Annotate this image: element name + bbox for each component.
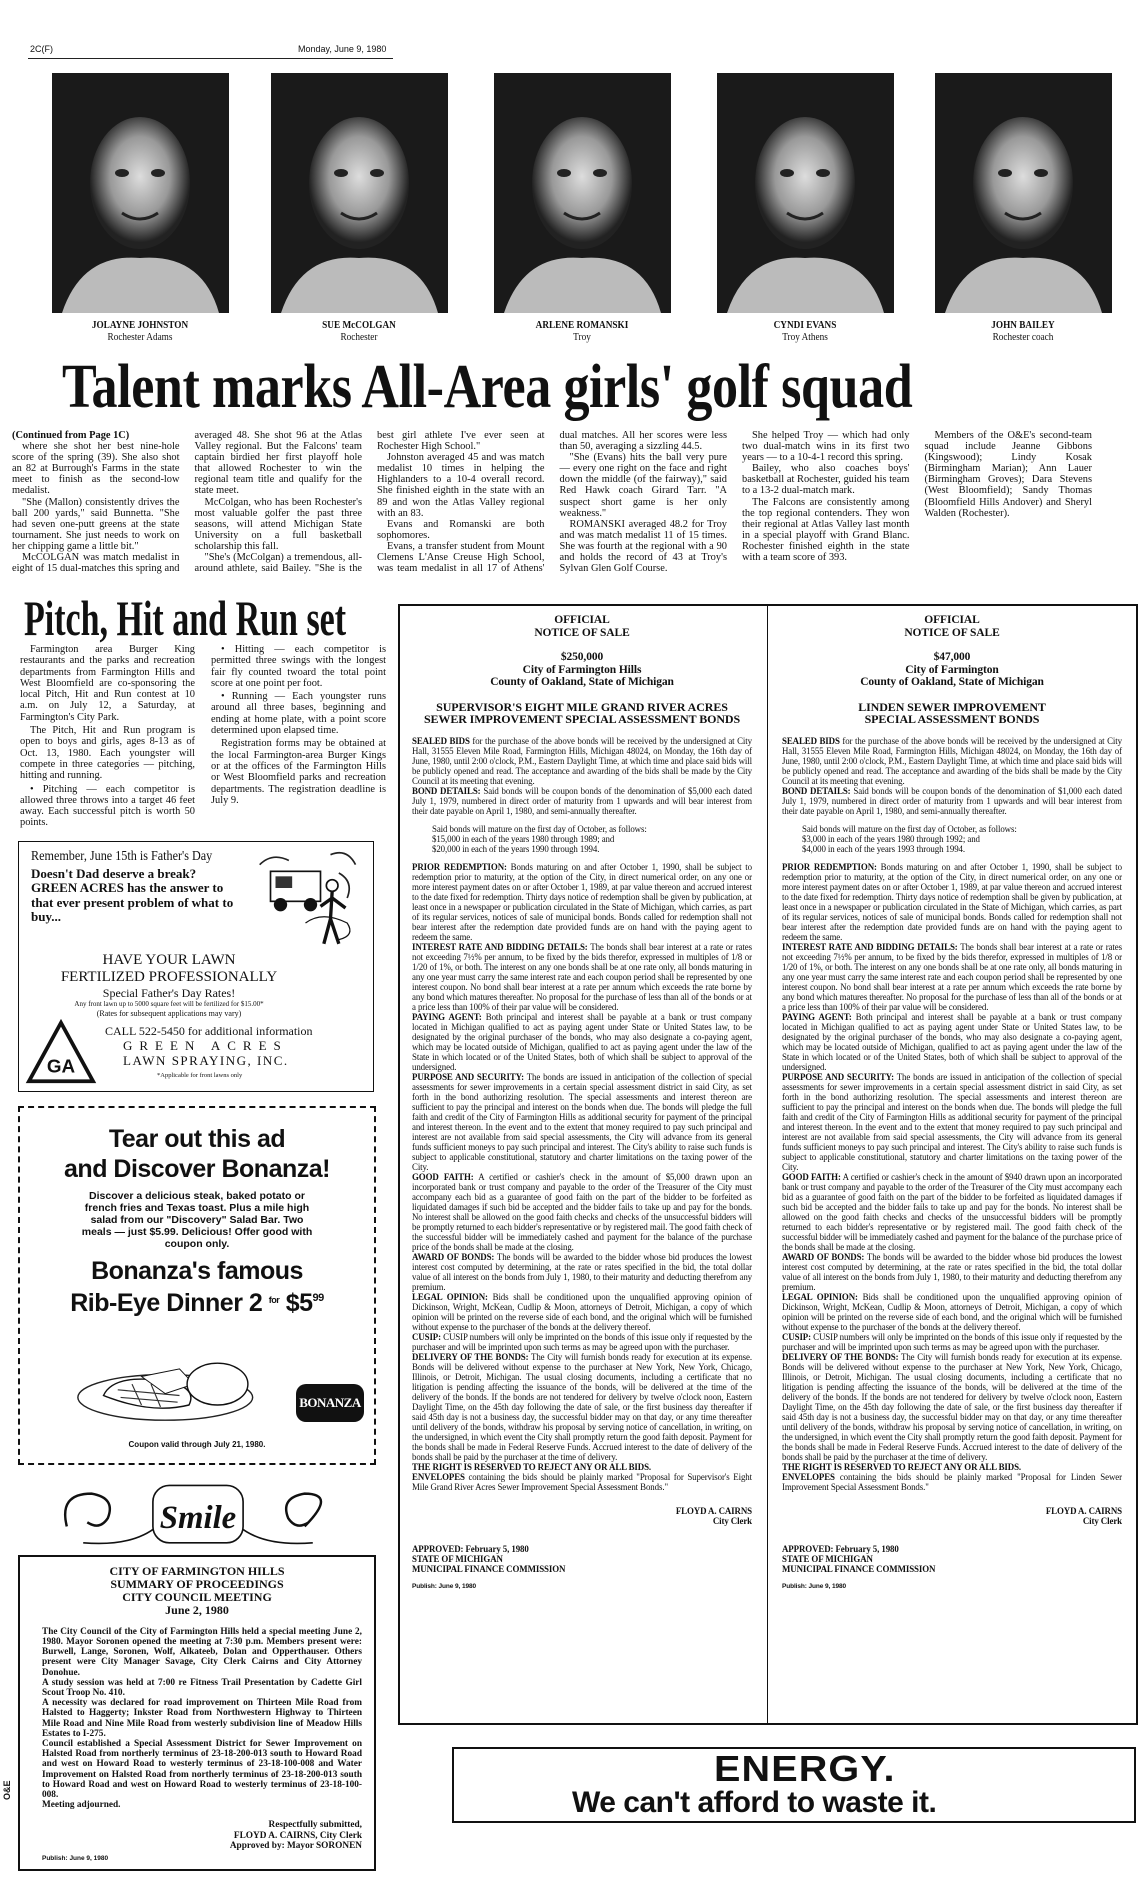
- notice-section: [412, 1012, 752, 1072]
- article-paragraph: "She's (McColgan) a tremendous, all-around athlete, said Bailey. "She is the best girl athlete I've ever seen at Rochester High School.": [194, 430, 545, 575]
- section-lead: PAYING AGENT:: [412, 1011, 482, 1022]
- notice-section: [412, 1352, 752, 1462]
- ad-company-1: GREEN ACRES: [123, 1037, 288, 1053]
- section-text: A certified or cashier's check in the amount of $5,000 drawn upon an incorporated bank or trust company and payable to the order of the Treasurer of the City must accompany each bid as a guarantee of good faith on the part of the bidder to be forfeited as liquidated damages if such bid be accepted and the bidder fails to take up and pay for the bonds. No interest shall be allowed on the good faith checks and checks of the unsuccessful bidders will be promptly returned to each bidder's representative or by registered mail. The good faith check of the successful bidder will be immediately cashed and payment for the balance of the purchase price of the bonds shall be made at the closing.: [412, 1171, 752, 1252]
- council-sign-3: Approved by: Mayor SORONEN: [229, 1840, 362, 1851]
- section-text: The bonds will be awarded to the bidder whose bid produces the lowest interest cost computed by determining, at the rate or rates specified in the bid, the total dollar value of all interest on the bonds from July 1, 1980, to their maturity and deducting therefrom any premium.: [782, 1251, 1122, 1292]
- notice-section: [782, 1292, 1122, 1332]
- ad-top-row: [19, 848, 373, 948]
- energy-tagline: We can't afford to waste it.: [572, 1786, 937, 1819]
- section-text: The bonds are issued in anticipation of the collection of special assessments for sewer improvements in a certain special assessment district in said City, as set forth in the bond authorizing resolution. The special assessments and interest thereon are sufficient to pay the principal and interest on the bonds when due. The bonds will pledge the full faith and credit of the City of Farmington Hills as additional security for payment of the principal and interest thereon. In the event and to the extent that money required to pay such principal and interest are not available from said special assessments, the City will advance from its general funds sufficient moneys to pay such principal and interest. The City's ability to raise such funds is subject to applicable constitutional, statutory and charter limitations on the taxing power of the City.: [412, 1071, 752, 1172]
- notice-publish: Publish: June 9, 1980: [412, 1582, 477, 1590]
- notice-city: City of Farmington Hills: [522, 663, 642, 676]
- article-paragraph: Bailey, who also coaches boys' basketball at Rochester, guided his team to a 13-2 dual-match mark.: [742, 463, 910, 497]
- council-title-1: CITY OF FARMINGTON HILLS: [109, 1563, 285, 1578]
- article-paragraph: • Pitching — each competitor is allowed three throws into a target 46 feet away. Each successful pitch is worth 50 points.: [20, 783, 195, 829]
- golf-article: [12, 430, 1092, 574]
- caption-name: JOHN BAILEY: [991, 320, 1055, 331]
- section-text: Said bonds will be coupon bonds of the denomination of $1,000 each dated July 1, 1979, numbered in direct order of maturity from 1 upwards and will bear interest from their date payable on April 1, 1980, and semi-annually thereafter.: [782, 785, 1123, 816]
- notice-section: [412, 1252, 752, 1292]
- section-text: The bonds shall bear interest at a rate or rates not exceeding 7½% per annum, to be fixed by the bids therefor, expressed in multiples of 1/8 or 1/20 of 1%, or both. The interest on any one bonds shall be at one rate only, all bonds maturing in any one year must carry the same interest rate and each coupon period shall be represented by one interest coupon. No bond shall bear interest at a rate per annum which exceeds the rate borne by any bond which matures thereafter. No proposal for the purchase of less than all of the bonds or at a price less than 100% of their par value will be considered.: [412, 941, 752, 1012]
- photo-caption: [52, 320, 228, 344]
- ga-logo-text: GA: [46, 1055, 76, 1077]
- article-paragraph: The Pitch, Hit and Run program is open to boys and girls, ages 8-13 as of Oct. 13, 1980. Each youngster will compete in three categories — pitching, hitting and running.: [20, 725, 195, 782]
- article-paragraph: Registration forms may be obtained at the local Farmington-area Burger Kings or at the offices of the Farmington Hills or West Bloomfield parks and recreation departments. The registration deadline is July 9.: [211, 738, 386, 806]
- left-column: [18, 590, 386, 1871]
- bonanza-coupon-ad[interactable]: [18, 1106, 376, 1465]
- ad-company-2: LAWN SPRAYING, INC.: [123, 1052, 289, 1068]
- green-acres-ad: [18, 841, 374, 1092]
- notice-section: [412, 1472, 752, 1492]
- maturity-schedule: [802, 824, 1122, 854]
- notice-section: [782, 862, 1122, 942]
- continued-line: (Continued from Page 1C): [12, 430, 130, 441]
- caption-school: Rochester Adams: [107, 332, 173, 343]
- section-lead: ENVELOPES: [782, 1471, 835, 1482]
- article-paragraph: Members of the O&E's second-team squad include Jeanne Gibbons (Kingswood); Lindy Kosak (Birmingham Marian); Ann Lauer (Birmingham Groves); Dara Stevens (West Bloomfield); Sandy Thomas (Bloomfield Hills Andover) and Sheryl Walden (Rochester).: [924, 430, 1092, 519]
- section-text: Bids shall be conditioned upon the unqualified approving opinion of Dickinson, Wright, McKean, Cudlip & Moon, attorneys of Detroit, Michigan, a copy of which opinion will be printed on the reverse side of each bond, and the original which will be furnished without expense to the purchaser of the bonds at the delivery thereof.: [782, 1291, 1123, 1332]
- portrait-photo: [52, 73, 229, 313]
- council-summary-notice: [18, 1555, 376, 1871]
- notice-section: [412, 786, 752, 816]
- smile-graphic: [18, 1469, 378, 1551]
- page-header: [28, 44, 393, 59]
- section-lead: DELIVERY OF THE BONDS:: [782, 1351, 899, 1362]
- article-paragraph: ROMANSKI averaged 48.2 for Troy and was match medalist 11 of 15 times. She was fourth at the regional with a 90 and holds the record of 43 at Troy's Sylvan Glen Golf Course.: [559, 518, 727, 575]
- bond-title-2: SPECIAL ASSESSMENT BONDS: [864, 712, 1040, 726]
- section-lead: THE RIGHT IS RESERVED TO REJECT ANY OR ALL BIDS.: [412, 1461, 652, 1472]
- notice-section: [412, 862, 752, 942]
- article-paragraph: McCOLGAN was match medalist in eight of 15 dual-matches this spring and averaged 48. She shot 96 at the Atlas Valley regional. But the Falcons' team captain birdied her first playoff hole that allowed Rochester to win the regional team title and qualify for the state meet.: [12, 430, 362, 575]
- section-lead: DELIVERY OF THE BONDS:: [412, 1351, 529, 1362]
- approval-line: MUNICIPAL FINANCE COMMISSION: [782, 1563, 936, 1574]
- article-paragraph: Evans and Romanski are both sophomores.: [377, 518, 545, 541]
- truck-and-man-illustration: [245, 848, 371, 948]
- approval-block: [782, 1544, 1122, 1574]
- bonanza-body: Discover a delicious steak, baked potato or french fries and Texas toast. Plus a mile high salad from our "Discovery" Salad Bar. Two meals — just $5.99. Delicious! Offer good with coupon only.: [81, 1189, 313, 1250]
- section-lead: PAYING AGENT:: [782, 1011, 852, 1022]
- section-lead: INTEREST RATE AND BIDDING DETAILS:: [412, 941, 588, 952]
- ad-headline-1: HAVE YOUR LAWN: [102, 951, 236, 968]
- photo-caption: [717, 320, 893, 344]
- maturity-line: $20,000 in each of the years 1990 through 1994.: [432, 843, 600, 854]
- maturity-line: $3,000 in each of the years 1980 through 1992; and: [802, 833, 980, 844]
- bond-title-2: SEWER IMPROVEMENT SPECIAL ASSESSMENT BONDS: [423, 712, 741, 726]
- bonanza-offer-line: [20, 1285, 374, 1317]
- section-lead: PRIOR REDEMPTION:: [782, 861, 877, 872]
- portrait-photo: [494, 73, 671, 313]
- section-text: Bonds maturing on and after October 1, 1990, shall be subject to redemption prior to maturity, at the option of the City, in direct numerical order, on any one or more interest payment dates on or after October 1, 1989, at par value thereon and accrued interest to the date fixed for redemption. Thirty days notice of redemption shall be given by publication, at least once in a newspaper or publication circulated in the State of Michigan, which carries, as part of its regular services, notices of sale of municipal bonds. Bonds called for redemption shall not bear interest after the redemption date provided funds are on hand with the paying agent to redeem the same.: [412, 861, 752, 942]
- article-paragraph: Farmington area Burger King restaurants and the parks and recreation departments from Farmington Hills and West Bloomfield are co-sponsoring the local Pitch, Hit and Run contest at 10 a.m. on July 12, a Saturday, at Farmington's City Park.: [20, 644, 195, 723]
- notice-title-2: NOTICE OF SALE: [904, 626, 1000, 639]
- council-paragraph: The City Council of the City of Farmington Hills held a special meeting June 2, 1980. Mayor Soronen opened the meeting at 7:30 p.m. Members present were: Burwell, Lange, Soronen, Wolf, Alkateeb, Dolan and Opperthauser. Others present were City Manager Savage, City Clerk Cairns and City Attorney Donohue.: [42, 1626, 362, 1678]
- maturity-line: $4,000 in each of the years 1993 through 1994.: [802, 843, 966, 854]
- section-lead: AWARD OF BONDS:: [412, 1251, 495, 1262]
- section-text: Both principal and interest shall be payable at a bank or trust company located in Michigan qualified to act as paying agent under State or United States law, to be designated by the original purchaser of the bonds, who may also designate a co-paying agent, which may be located outside of Michigan, qualified to act as paying agent under the law of the State in which located or of the United States, both of which shall be subject to approval of the undersigned.: [412, 1011, 752, 1072]
- maturity-schedule: [432, 824, 752, 854]
- notice-of-sale-farmington: [782, 614, 1122, 1592]
- ad-rates-note: (Rates for subsequent applications may vary): [96, 1008, 242, 1018]
- notices-of-sale: [398, 604, 1138, 1725]
- ad-headline-2: FERTILIZED PROFESSIONALLY: [60, 968, 278, 985]
- article-paragraph: "She (Mallon) consistently drives the ball 200 yards," said Bunnetta. "She had seven one-putt greens at the state tournament. She just needs to work on her chipping game a little bit.": [12, 496, 180, 552]
- notice-county: County of Oakland, State of Michigan: [490, 676, 674, 688]
- ad-call: CALL 522-5450 for additional information: [105, 1023, 313, 1038]
- section-text: The bonds are issued in anticipation of the collection of special assessments for sewer improvements in a certain special assessment district in said City, as set forth in the bond authorizing resolution. The special assessments and interest thereon are sufficient to pay the principal and interest on the bonds when due. The bonds will pledge the full faith and credit of the City of Farmington Hills as additional security for payment of the principal and interest thereon. In the event and to the extent that money required to pay such principal and interest are not available from said special assessments, the City will advance from its general funds sufficient moneys to pay such principal and interest. The City's ability to raise such funds is subject to applicable constitutional, statutory and charter limitations on the taxing power of the City.: [782, 1071, 1122, 1172]
- clerk-title: City Clerk: [1082, 1515, 1122, 1526]
- notice-section: [782, 942, 1122, 1012]
- notice-section: [782, 736, 1122, 786]
- caption-name: JOLAYNE JOHNSTON: [91, 320, 189, 331]
- council-sign-2: FLOYD A. CAIRNS, City Clerk: [233, 1830, 362, 1841]
- article-paragraph: Johnston averaged 45 and was match medalist 10 times in helping the Highlanders to a 10-4 overall record. She finished eighth in the state with an 89 and won the Atlas Valley regional with an 83.: [377, 452, 545, 519]
- notice-publish: Publish: June 9, 1980: [782, 1582, 847, 1590]
- section-text: The City will furnish bonds ready for execution at its expense. Bonds will be delivered without expense to the purchaser at New York, New York, Chicago, Illinois, or Detroit, Michigan. The usual closing documents, including a certificate that no litigation is pending affecting the issuance of the bonds, will be delivered at the time of the delivery of the bonds. If the bonds are not tendered for delivery by twelve o'clock noon, Eastern Daylight Time, on the 45th day following the date of sale, or the first business day thereafter if said 45th day is not a business day, the successful bidder may on that day, or any time thereafter until delivery of the bonds, withdraw his proposal by serving notice of cancellation, in writing, on the undersigned, in which event the City shall promptly return the good faith deposit. Payment for the bonds shall be made in Federal Reserve Funds. Accrued interest to the date of delivery of the bonds shall be paid by the purchaser at the time of delivery.: [412, 1351, 752, 1462]
- notice-section: [412, 942, 752, 1012]
- section-lead: SEALED BIDS: [782, 735, 840, 746]
- issue-date: Monday, June 9, 1980: [298, 44, 387, 54]
- smile-text: Smile: [159, 1499, 237, 1536]
- section-lead: SEALED BIDS: [412, 735, 470, 746]
- notice-sections: [782, 862, 1122, 1492]
- article-paragraph: McColgan, who has been Rochester's most valuable golfer the past three seasons, will attend Michigan State University on a full basketball scholarship this fall.: [194, 496, 362, 552]
- section-text: A certified or cashier's check in the amount of $940 drawn upon an incorporated bank or trust company and payable to the order of the Treasurer of the City must accompany each bid as a guarantee of good faith on the part of the bidder to be forfeited as liquidated damages if such bid be accepted and the bidder fails to take up and pay for the bonds. No interest shall be allowed on the good faith checks and checks of the unsuccessful bidders will be promptly returned to each bidder's representative or by registered mail. The good faith check of the successful bidder will be immediately cashed and payment for the balance of the purchase price of the bonds shall be made at the closing.: [782, 1171, 1123, 1252]
- notice-section: [782, 1012, 1122, 1072]
- section-text: Both principal and interest shall be payable at a bank or trust company located in Michigan qualified to act as paying agent under State or United States law, to be designated by the original purchaser of the bonds, who may also designate a co-paying agent, which may be located outside of Michigan, qualified to act as paying agent under the law of the State in which located or of the United States, both of which shall be subject to approval of the undersigned.: [782, 1011, 1122, 1072]
- notice-title-1: OFFICIAL: [924, 614, 980, 626]
- caption-school: Troy Athens: [782, 332, 828, 343]
- section-text: The bonds shall bear interest at a rate or rates not exceeding 7½% per annum, to be fixed by the bids therefor, expressed in multiples of 1/8 or 1/20 of 1%, or both. The interest on any one bonds shall be at one rate only, all bonds maturing in any one year must carry the same interest rate and each coupon period shall be represented by one interest coupon. No bond shall bear interest at a rate per annum which exceeds the rate borne by any bond which matures thereafter. No proposal for the purchase of less than all of the bonds or at a price less than 100% of their par value will be considered.: [782, 941, 1122, 1012]
- article-paragraph: • Running — Each youngster runs around all three bases, beginning and ending at home plate, with a point score determined upon elapsed time.: [211, 691, 386, 737]
- notice-section: [412, 1172, 752, 1252]
- maturity-intro: Said bonds will mature on the first day of October, as follows:: [432, 823, 647, 834]
- ad-reminder: Remember, June 15th is Father's Day: [31, 847, 213, 863]
- section-text: for the purchase of the above bonds will be received by the undersigned at City Hall, 31555 Eleven Mile Road, Farmington Hills, Michigan 48024, on Monday, the 16th day of June, 1980, until 2:00 o'clock, P.M., Eastern Daylight Time, at which time and place said bids will be publicly opened and read. The acceptance and awarding of the bids shall be made by the City Council at its meeting that evening.: [412, 735, 752, 786]
- ad-bottom-row: [19, 1019, 373, 1085]
- section-lead: BOND DETAILS:: [782, 785, 851, 796]
- bonanza-logo: BONANZA: [296, 1384, 364, 1422]
- golf-headline: Talent marks All-Area girls' golf squad: [62, 353, 913, 421]
- ad-intro: Doesn't Dad deserve a break? GREEN ACRES has the answer to that ever present problem of what to buy...: [31, 865, 234, 925]
- section-lead: LEGAL OPINION:: [412, 1291, 488, 1302]
- bonanza-headline-2: and Discover Bonanza!: [64, 1154, 330, 1183]
- notice-intro-sections: [782, 736, 1122, 816]
- ad-footnote: *Applicable for front lawns only: [157, 1071, 243, 1079]
- bond-title-1: SUPERVISOR'S EIGHT MILE GRAND RIVER ACRES: [436, 699, 728, 714]
- notice-title-2: NOTICE OF SALE: [534, 626, 630, 639]
- page-number: 2C(F): [30, 44, 53, 54]
- section-text: containing the bids should be plainly marked "Proposal for Linden Sewer Improvement Special Assessment Bonds.": [782, 1471, 1122, 1492]
- notice-sections: [412, 862, 752, 1492]
- article-paragraph: Evans, a transfer student from Mount Clemens L'Anse Creuse High School, was team medalist in all 17 of Athens' dual matches. All her scores were less than 50, averaging a sizzling 44.5.: [377, 430, 727, 575]
- section-lead: PRIOR REDEMPTION:: [412, 861, 507, 872]
- section-lead: INTEREST RATE AND BIDDING DETAILS:: [782, 941, 958, 952]
- caption-school: Troy: [573, 332, 591, 343]
- approval-line: APPROVED: February 5, 1980: [782, 1543, 899, 1554]
- notice-title-1: OFFICIAL: [554, 614, 610, 626]
- notice-section: [782, 786, 1122, 816]
- section-lead: PURPOSE AND SECURITY:: [412, 1071, 524, 1082]
- section-lead: BOND DETAILS:: [412, 785, 481, 796]
- photo-caption: [494, 320, 670, 344]
- bonanza-price-cents: 99: [312, 1291, 324, 1304]
- section-text: Said bonds will be coupon bonds of the denomination of $5,000 each dated July 1, 1979, numbered in direct order of maturity from 1 upwards and will bear interest from their date payable on April 1, 1980, and semi-annually thereafter.: [412, 785, 753, 816]
- clerk-name: FLOYD A. CAIRNS: [1045, 1505, 1122, 1516]
- ad-offer: Any front lawn up to 5000 square feet will be fertilized for $15.00*: [74, 999, 264, 1008]
- notice-section: [782, 1472, 1122, 1492]
- notice-intro-sections: [412, 736, 752, 816]
- article-paragraph: She helped Troy — which had only two dual-match wins in its first two years — to a 10-4-1 record this spring.: [742, 430, 910, 464]
- council-paragraph: Meeting adjourned.: [42, 1800, 121, 1811]
- ad-special: Special Father's Day Rates!: [102, 985, 236, 1000]
- caption-school: Rochester: [340, 332, 378, 343]
- ad-contact-block: [105, 1024, 313, 1080]
- caption-name: ARLENE ROMANSKI: [535, 320, 629, 331]
- clerk-signature: [412, 1506, 752, 1526]
- council-title-3: CITY COUNCIL MEETING: [122, 1589, 272, 1604]
- clerk-title: City Clerk: [712, 1515, 752, 1526]
- bonanza-valid: Coupon valid through July 21, 1980.: [128, 1439, 266, 1449]
- pitch-article: [20, 644, 386, 829]
- section-text: The bonds will be awarded to the bidder whose bid produces the lowest interest cost computed by determining, at the rate or rates specified in the bid, the total dollar value of all interest on the bonds from July 1, 1980, to their maturity and deducting therefrom any premium.: [412, 1251, 752, 1292]
- notice-section: [782, 1462, 1122, 1472]
- section-lead: THE RIGHT IS RESERVED TO REJECT ANY OR ALL BIDS.: [782, 1461, 1022, 1472]
- council-publish: Publish: June 9, 1980: [42, 1855, 109, 1863]
- caption-school: Rochester coach: [992, 332, 1054, 343]
- notice-section: [412, 1292, 752, 1332]
- photo-caption: [935, 320, 1111, 344]
- section-text: containing the bids should be plainly marked "Proposal for Supervisor's Eight Mile Grand River Acres Sewer Improvement Special Assessment Bonds.": [412, 1471, 752, 1492]
- approval-line: APPROVED: February 5, 1980: [412, 1543, 529, 1554]
- portrait-photo: [935, 73, 1112, 313]
- notice-section: [782, 1252, 1122, 1292]
- ga-logo: [23, 1019, 99, 1085]
- section-text: Bids shall be conditioned upon the unqualified approving opinion of Dickinson, Wright, McKean, Cudlip & Moon, attorneys of Detroit, Michigan, a copy of which opinion will be printed on the reverse side of each bond, and the original which will be furnished without expense to the purchaser of the bonds at the delivery thereof.: [412, 1291, 753, 1332]
- section-text: CUSIP numbers will only be imprinted on the bonds of this issue only if requested by the purchaser and will be imprinted upon such terms as may be agreed upon with the purchaser.: [782, 1331, 1122, 1352]
- council-paragraph: A study session was held at 7:00 re Fitness Trail Presentation by Cadette Girl Scout Troop No. 410.: [42, 1677, 362, 1698]
- approval-block: [412, 1544, 752, 1574]
- clerk-signature: [782, 1506, 1122, 1526]
- steak-dinner-illustration: [70, 1348, 270, 1424]
- caption-name: SUE McCOLGAN: [322, 320, 396, 331]
- portrait-photo: [271, 73, 448, 313]
- council-paragraph: Council established a Special Assessment District for Sewer Improvement on Halsted Road from northerly terminus of 23-18-200-013 south to Howard Road and west on Howard Road to westerly terminus of 23-18-100-008 and Water Improvement on Halsted Road from northerly terminus of 23-18-200-013 south to Howard Road and west on Howard Road to westerly terminus of 23-18-100-008.: [42, 1738, 362, 1800]
- bonanza-headline-1: Tear out this ad: [108, 1124, 286, 1153]
- notice-section: [412, 1462, 752, 1472]
- bonanza-offer-2: Rib-Eye Dinner 2: [70, 1288, 263, 1317]
- notice-section: [412, 1332, 752, 1352]
- approval-line: MUNICIPAL FINANCE COMMISSION: [412, 1563, 566, 1574]
- notice-section: [782, 1172, 1122, 1252]
- notice-divider: [767, 606, 768, 1723]
- section-text: for the purchase of the above bonds will be received by the undersigned at City Hall, 31555 Eleven Mile Road, Farmington Hills, Michigan 48024, on Monday, the 16th day of June, 1980, until 2:00 o'clock, P.M., Eastern Daylight Time, at which time and place said bids will be publicly opened and read. The acceptance and awarding of the bids shall be made by the City Council at its meeting that evening.: [782, 735, 1122, 786]
- section-lead: GOOD FAITH:: [412, 1171, 474, 1182]
- margin-mark: O&E: [2, 1780, 12, 1800]
- section-lead: CUSIP:: [782, 1331, 811, 1342]
- energy-headline: ENERGY.: [714, 1748, 896, 1789]
- section-lead: AWARD OF BONDS:: [782, 1251, 865, 1262]
- notice-of-sale-farmington-hills: [412, 614, 752, 1592]
- section-text: The City will furnish bonds ready for execution at its expense. Bonds will be delivered without expense to the purchaser at New York, New York, Chicago, Illinois, or Detroit, Michigan. The usual closing documents, including a certificate that no litigation is pending affecting the issuance of the bonds, will be delivered at the time of the delivery of the bonds. If the bonds are not tendered for delivery by twelve o'clock noon, Eastern Daylight Time, on the 45th day following the date of sale, or the first business day thereafter if said 45th day is not a business day, the successful bidder may on that day, or any time thereafter until delivery of the bonds, withdraw his proposal by serving notice of cancellation, in writing, on the undersigned, in which event the City shall promptly return the good faith deposit. Payment for the bonds shall be made in Federal Reserve Funds. Accrued interest to the date of delivery of the bonds shall be paid by the purchaser at the time of delivery.: [782, 1351, 1122, 1462]
- notice-county: County of Oakland, State of Michigan: [860, 676, 1044, 688]
- notice-section: [782, 1332, 1122, 1352]
- council-date: June 2, 1980: [165, 1602, 229, 1617]
- maturity-line: $15,000 in each of the years 1980 through 1989; and: [432, 833, 615, 844]
- bond-title-1: LINDEN SEWER IMPROVEMENT: [858, 699, 1046, 714]
- bonanza-offer-1: Bonanza's famous: [91, 1256, 303, 1285]
- photo-caption: [271, 320, 447, 344]
- section-lead: ENVELOPES: [412, 1471, 465, 1482]
- section-lead: PURPOSE AND SECURITY:: [782, 1071, 894, 1082]
- council-sign-1: Respectfully submitted,: [268, 1820, 362, 1831]
- ad-top-text: [19, 848, 245, 948]
- approval-line: STATE OF MICHIGAN: [782, 1553, 873, 1564]
- notice-amount: $47,000: [933, 651, 971, 663]
- article-paragraph: "She (Evans) hits the ball very pure — every one right on the face and right down the middle (of the fairway)," said Red Hawk coach Girard Tarr. "A suspect short game is her only weakness.": [559, 452, 727, 519]
- council-paragraph: A necessity was declared for road improvement on Thirteen Mile Road from Halsted to Haggerty; Inkster Road from Northwestern Highway to Thirteen Mile Road and Nine Mile Road from westerly subdivision line of Meadow Hills Estates to I-275.: [42, 1698, 362, 1739]
- bonanza-offer-for: for: [268, 1294, 280, 1305]
- notice-section: [412, 1072, 752, 1172]
- article-paragraph: • Hitting — each competitor is permitted three swings with the longest fair fly counted twoard the total point score at one point per foot.: [211, 644, 386, 689]
- energy-ad: [452, 1747, 1136, 1823]
- article-paragraph: where she shot her best nine-hole score of the spring (39). She also shot an 82 at Burrough's Farms in the state meet to finish as the second-low medalist.: [12, 441, 180, 497]
- notice-section: [412, 736, 752, 786]
- section-lead: LEGAL OPINION:: [782, 1291, 858, 1302]
- portrait-photo: [717, 73, 894, 313]
- bonanza-price-dollars: $5: [285, 1288, 313, 1317]
- notice-section: [782, 1352, 1122, 1462]
- notice-section: [782, 1072, 1122, 1172]
- section-lead: GOOD FAITH:: [782, 1171, 841, 1182]
- section-lead: CUSIP:: [412, 1331, 441, 1342]
- article-paragraph: The Falcons are consistently among the top regional contenders. They won their regional at Atlas Valley last month in a special playoff with Grand Blanc. Rochester finished eighth in the state with a team score of 393.: [742, 496, 910, 564]
- approval-line: STATE OF MICHIGAN: [412, 1553, 503, 1564]
- clerk-name: FLOYD A. CAIRNS: [675, 1505, 752, 1516]
- section-text: Bonds maturing on and after October 1, 1990, shall be subject to redemption prior to maturity, at the option of the City, in direct numerical order, on any one or more interest payment dates on or after October 1, 1989, at par value thereon and accrued interest to the date fixed for redemption. Thirty days notice of redemption shall be given by publication, at least once in a newspaper or publication circulated in the State of Michigan, which carries, as part of its regular services, notices of sale of municipal bonds. Bonds called for redemption shall not bear interest after the redemption date provided funds are on hand with the paying agent to redeem the same.: [782, 861, 1122, 942]
- notice-city: City of Farmington: [905, 663, 999, 676]
- pitch-headline: Pitch, Hit and Run set: [24, 590, 347, 646]
- notice-amount: $250,000: [560, 651, 604, 663]
- caption-name: CYNDI EVANS: [773, 320, 837, 331]
- section-text: CUSIP numbers will only be imprinted on the bonds of this issue only if requested by the purchaser and will be imprinted upon such terms as may be agreed upon with the purchaser.: [412, 1331, 752, 1352]
- council-title-2: SUMMARY OF PROCEEDINGS: [110, 1576, 284, 1591]
- maturity-intro: Said bonds will mature on the first day of October, as follows:: [802, 823, 1017, 834]
